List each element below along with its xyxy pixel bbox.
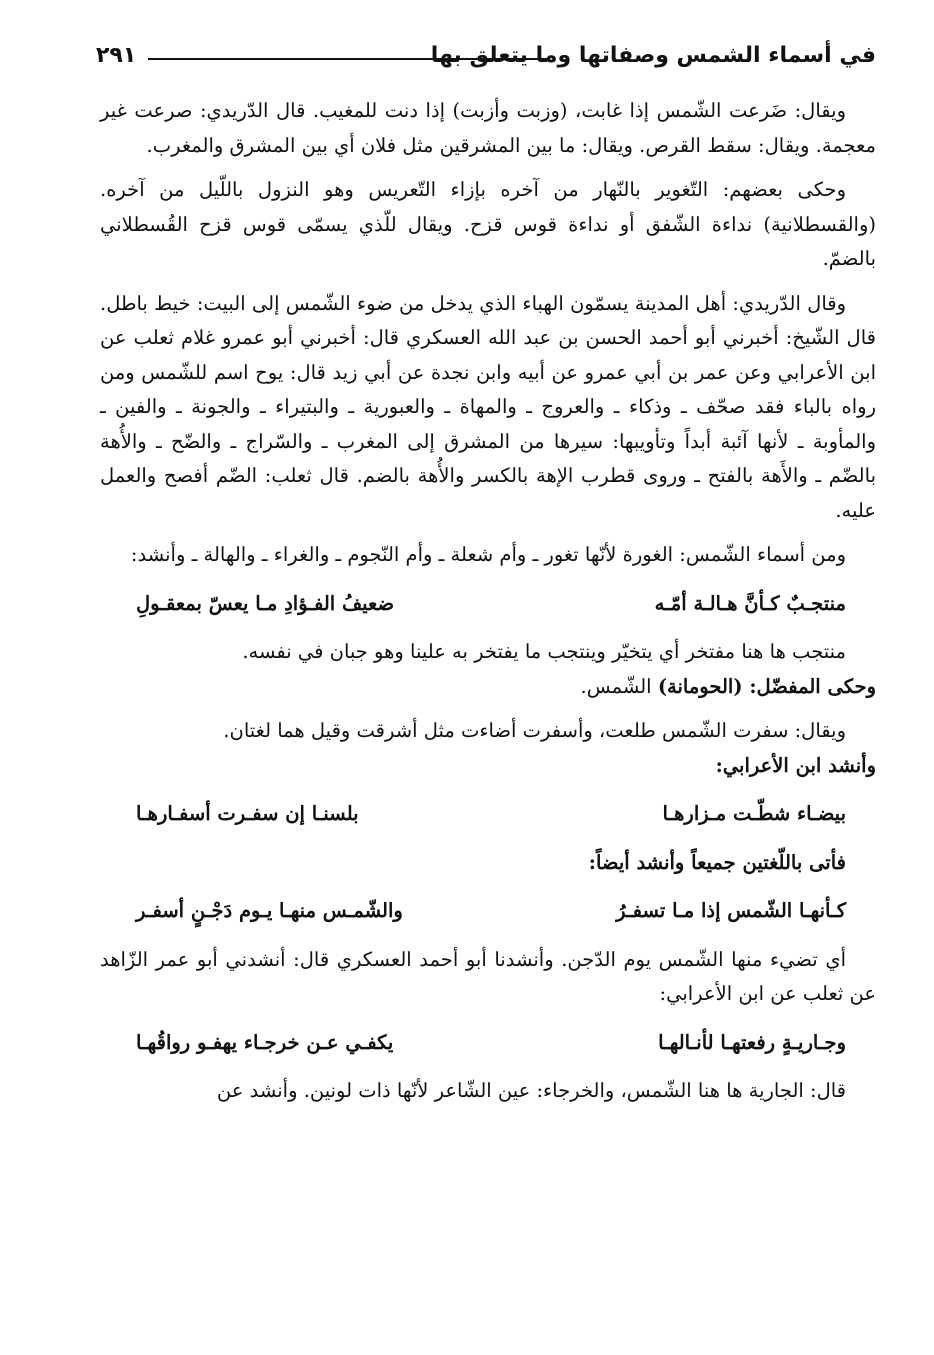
- header-rule: [148, 58, 550, 60]
- paragraph: وحكى بعضهم: التّغوير بالنّهار من آخره بإزاء التّعريس وهو النزول باللّيل من آخره. (والقسطلانية) نداءة الشّفق أو نداءة قوس قزح. ويقال للّذي يسمّى قوس قزح القُسطلاني بالضمّ.: [100, 178, 876, 270]
- paragraph-text: الشّمس.: [580, 674, 652, 698]
- verse-line: [136, 587, 846, 622]
- verse-hemistich-second: بلسنـا إن سفـرت أسفـارهـا: [136, 802, 359, 825]
- paragraph: ويقال: سفرت الشّمس طلعت، وأسفرت أضاءت مثل أشرقت وقيل هما لغتان.: [223, 719, 846, 742]
- page-number: ٢٩١: [96, 43, 137, 68]
- running-title: في أسماء الشمس وصفاتها وما يتعلق بها: [430, 43, 876, 68]
- verse-hemistich-first: منتجـبٌ كـأنَّ هـالـة أمّـه: [654, 591, 846, 615]
- paragraph: منتجب ها هنا مفتخر أي يتخيّر وينتجب ما يفتخر به علينا وهو جبان في نفسه.: [242, 640, 846, 663]
- verse-hemistich-first: كـأنهـا الشّمس إذا مـا تسفـرُ: [616, 899, 846, 922]
- paragraph: وأنشد ابن الأعرابي:: [715, 753, 876, 777]
- verse-line: [136, 1026, 846, 1061]
- verse-line: [136, 797, 846, 832]
- page-body: [100, 94, 876, 1119]
- paragraph: فأتى باللّغتين جميعاً وأنشد أيضاً:: [588, 850, 846, 874]
- verse-hemistich-first: وجـاريـةٍ رفعتهـا لأنـالهـا: [658, 1030, 846, 1054]
- paragraph: ومن أسماء الشّمس: الغورة لأنّها تغور ـ وأم شعلة ـ وأم النّجوم ـ والغراء ـ والهالة ـ وأنشد:: [130, 543, 846, 566]
- paragraph: أي تضيء منها الشّمس يوم الدّجن. وأنشدنا أبو أحمد العسكري قال: أنشدني أبو عمر الزّاهد عن ثعلب عن ابن الأعرابي:: [100, 947, 876, 1005]
- verse-hemistich-second: ضعيفُ الفـؤادِ مـا يعسّ بمعقـولِ: [136, 591, 395, 615]
- paragraph: قال: الجارية ها هنا الشّمس، والخرجاء: عين الشّاعر لأنّها ذات لونين. وأنشد عن: [216, 1079, 846, 1102]
- paragraph: [100, 670, 876, 705]
- page-header: [96, 38, 876, 78]
- verse-hemistich-second: والشّمـس منهـا يـوم دَجْـنٍ أسفـر: [136, 899, 403, 922]
- verse-hemistich-first: بيضـاء شطّـت مـزارهـا: [662, 802, 846, 825]
- paragraph: ويقال: ضَرعت الشّمس إذا غابت، (وزبت وأزبت) إذا دنت للمغيب. قال الدّريدي: صرعت غير معجمة. ويقال: سقط القرص. ويقال: ما بين المشرقين مثل فلان أي بين المشرق والمغرب.: [100, 99, 876, 157]
- paragraph: وقال الدّريدي: أهل المدينة يسمّون الهباء الذي يدخل من ضوء الشّمس إلى البيت: خيط باطل. قال الشّيخ: أخبرني أبو أحمد الحسن بن عبد الله العسكري قال: أخبرني أبو عمرو غلام ثعلب عن ابن الأعرابي وعن عمر بن أبي عمرو عن أبيه وابن نجدة عن أبي زيد قال: يوح اسم للشّمس ومن رواه بالباء فقد صحّف ـ وذكاء ـ والعروج ـ والمهاة ـ والعبورية ـ والبتيراء ـ والجونة ـ والفين ـ والمأوبة ـ لأنها آئبة أبداً وتأويبها: سيرها من المشرق إلى المغرب ـ والسّراج ـ والضّح ـ والأُهة بالضّم ـ والأَهة بالفتح ـ وروى قطرب الإهة بالكسر والأُهة بالضم. قال ثعلب: الضّم أفصح والعمل عليه.: [100, 291, 876, 522]
- verse-hemistich-second: يكفـي عـن خرجـاء يهفـو رواقُهـا: [136, 1030, 394, 1054]
- bold-term: وحكى المفضّل: (الحومانة): [657, 674, 876, 698]
- verse-line: [136, 894, 846, 929]
